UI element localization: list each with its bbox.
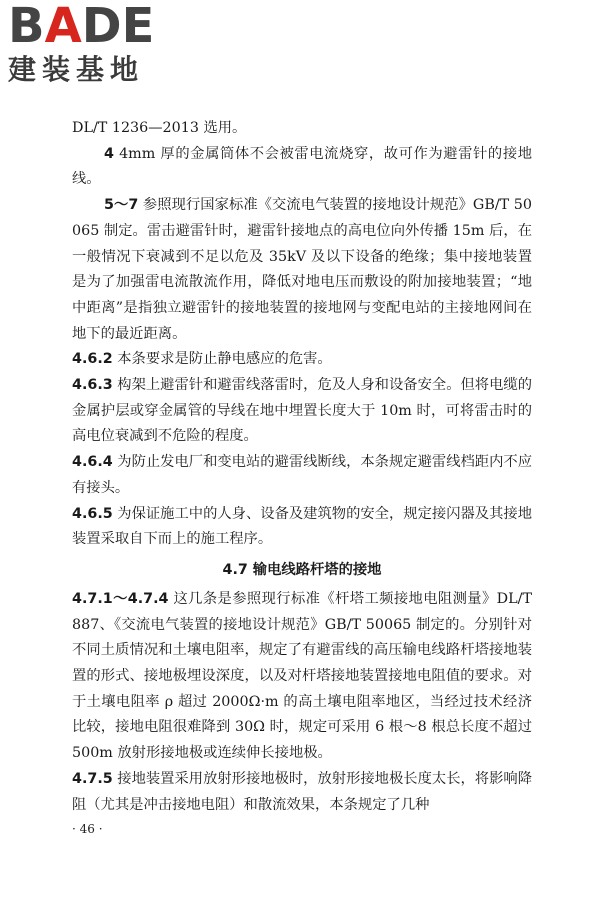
paragraph: 4.6.3 构架上避雷针和避雷线落雷时，危及人身和设备安全。但将电缆的金属护层或穿金属管的导线在地中埋置长度大于 10m 时，可将雷击时的高电位衰减到不危险的程度。 bbox=[72, 377, 532, 445]
section-title: 4.7 输电线路杆塔的接地 bbox=[222, 561, 382, 578]
page-number: · 46 · bbox=[72, 822, 103, 836]
clause-number: 4.7.1～4.7.4 bbox=[72, 590, 169, 607]
clause-number: 4.6.2 bbox=[72, 351, 113, 368]
clause-number: 5～7 bbox=[104, 197, 139, 214]
paragraph: 5～7 参照现行国家标准《交流电气装置的接地设计规范》GB/T 50065 制定。雷击避雷针时，避雷针接地点的高电位向外传播 15m 后，在一般情况下衰减到不足以危及 35kV 及以下设备的绝缘；集中接地装置是为了加强雷电流散流作用，降低对地电压而敷设的附加接地装置；“地中距离”是指独立避雷针的接地装置的接地网与变配电站的主接地网间在地下的最近距离。 bbox=[72, 197, 532, 342]
clause-number: 4.7.5 bbox=[72, 770, 113, 787]
paragraph: 4.6.2 本条要求是防止静电感应的危害。 bbox=[72, 351, 332, 368]
bade-logo bbox=[8, 2, 178, 88]
paragraph: 4 4mm 厚的金属筒体不会被雷电流烧穿，故可作为避雷针的接地线。 bbox=[72, 145, 532, 188]
paragraph: 4.7.1～4.7.4 这几条是参照现行标准《杆塔工频接地电阻测量》DL/T 887、《交流电气装置的接地设计规范》GB/T 50065 制定的。分别针对不同土质情况和土壤电阻率，规定了有避雷线的高压输电线路杆塔接地装置的形式、接地极埋设深度，以及对杆塔接地装置接地电阻值的要求。对于土壤电阻率 ρ 超过 2000Ω·m 的高土壤电阻率地区，当经过技术经济比较，接地电阻很难降到 30Ω 时，规定可采用 6 根～8 根总长度不超过 500m 放射形接地极或连续伸长接地极。 bbox=[72, 590, 532, 762]
logo-subtitle: 建装基地 bbox=[8, 53, 145, 86]
clause-number: 4.6.3 bbox=[72, 377, 113, 394]
logo-brand-text: BADE bbox=[8, 0, 155, 54]
clause-number: 4.6.4 bbox=[72, 454, 113, 471]
paragraph: DL/T 1236—2013 选用。 bbox=[72, 120, 247, 136]
clause-number: 4.6.5 bbox=[72, 505, 113, 522]
paragraph: 4.6.4 为防止发电厂和变电站的避雷线断线，本条规定避雷线档距内不应有接头。 bbox=[72, 454, 532, 496]
clause-number: 4 bbox=[104, 145, 114, 162]
paragraph: 4.6.5 为保证施工中的人身、设备及建筑物的安全，规定接闪器及其接地装置采取自下而上的施工程序。 bbox=[72, 505, 532, 548]
paragraph: 4.7.5 接地装置采用放射形接地极时，放射形接地极长度太长，将影响降阻（尤其是冲击接地电阻）和散流效果，本条规定了几种 bbox=[72, 770, 532, 813]
logo-accent-letter: A bbox=[44, 0, 82, 54]
document-body bbox=[72, 116, 532, 818]
